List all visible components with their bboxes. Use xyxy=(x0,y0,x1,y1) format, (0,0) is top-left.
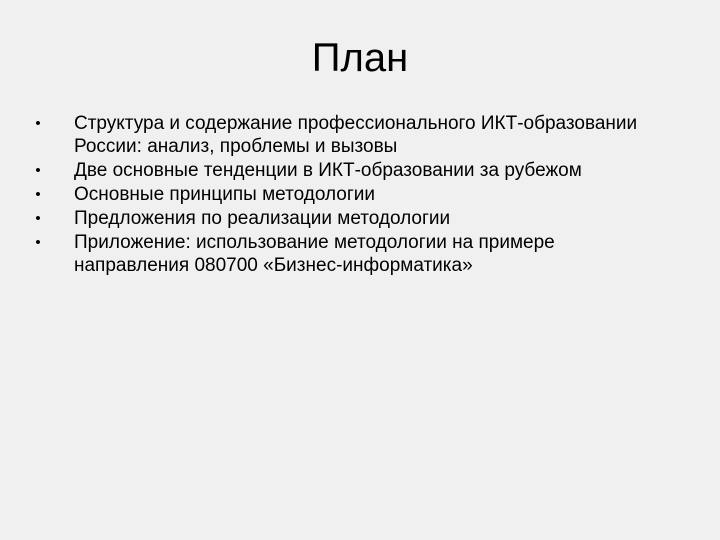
bullet-icon: • xyxy=(35,162,41,179)
list-item xyxy=(28,159,648,182)
list-item xyxy=(28,183,648,206)
list-item-text: Две основные тенденции в ИКТ-образовании за рубежом xyxy=(74,160,582,181)
list-item-text: Основные принципы методологии xyxy=(74,184,376,205)
page-title: План xyxy=(311,36,409,80)
list-item xyxy=(28,231,648,277)
bullet-icon: • xyxy=(35,115,41,132)
bullet-icon: • xyxy=(35,234,41,251)
bullet-icon: • xyxy=(35,210,41,227)
bullet-icon: • xyxy=(35,186,41,203)
list-item-text: Предложения по реализации методологии xyxy=(74,208,451,229)
list-item-text: Приложение: использование методологии на примере направления 080700 «Бизнес-информатика» xyxy=(74,232,555,276)
list-item xyxy=(28,207,648,230)
list-item-text: Структура и содержание профессионального ИКТ-образовании России: анализ, проблемы и вызовы xyxy=(74,113,638,157)
list-item xyxy=(28,112,648,158)
bullet-list xyxy=(28,112,648,278)
